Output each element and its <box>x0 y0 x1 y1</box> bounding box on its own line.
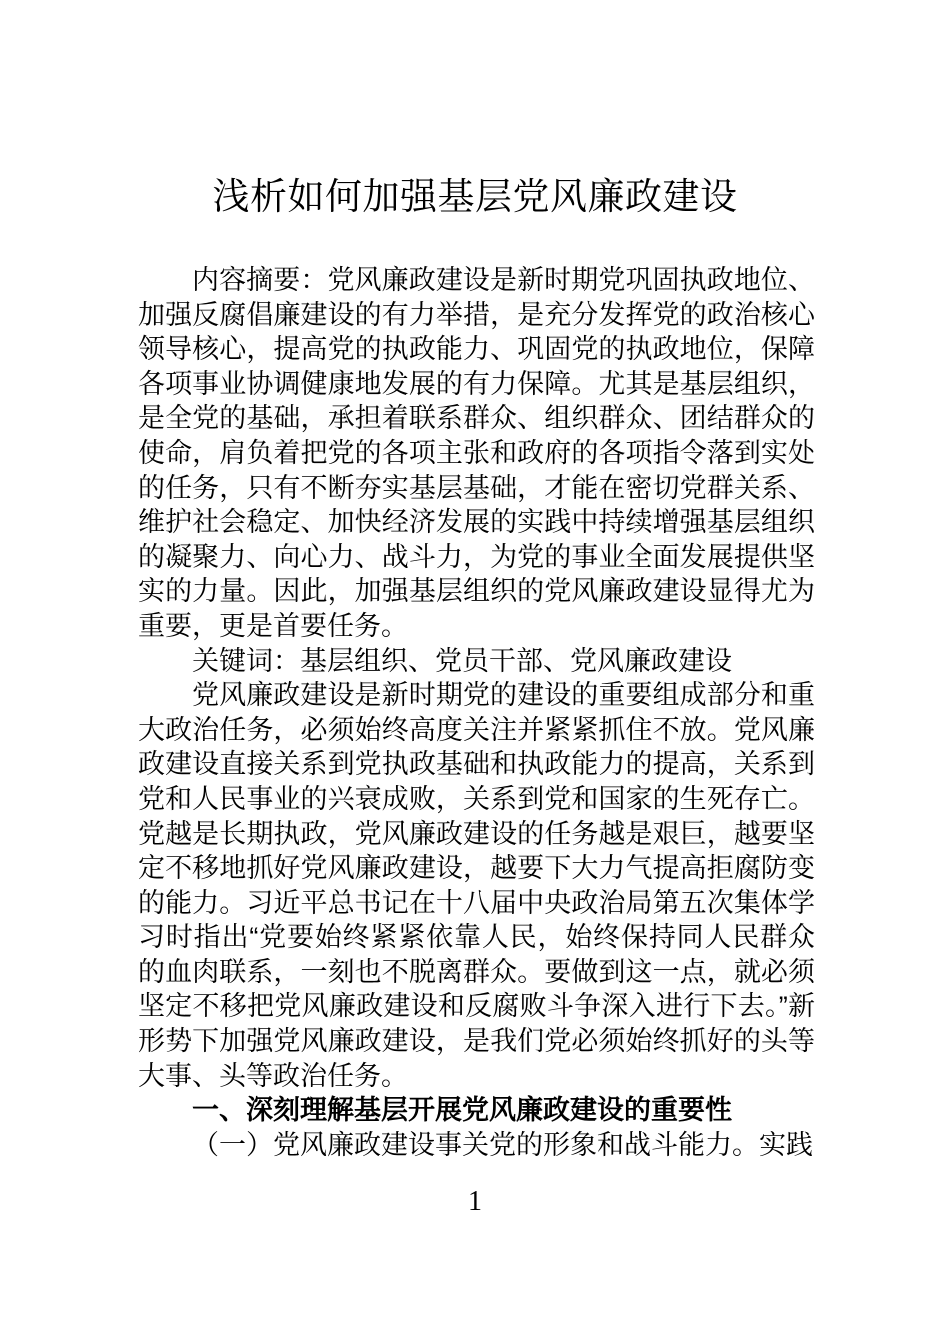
subsection-1-paragraph: （一）党风廉政建设事关党的形象和战斗能力。实践 <box>192 1129 813 1160</box>
page-number: 1 <box>468 1186 482 1217</box>
document-body <box>138 263 815 1162</box>
intro-paragraph: 党风廉政建设是新时期党的建设的重要组成部分和重大政治任务，必须始终高度关注并紧紧抓住不放。党风廉政建设直接关系到党执政基础和执政能力的提高，关系到党和人民事业的兴衰成败，关系到党和国家的生死存亡。党越是长期执政，党风廉政建设的任务越是艰巨，越要坚定不移地抓好党风廉政建设，越要下大力气提高拒腐防变的能力。习近平总书记在十八届中央政治局第五次集体学习时指出“党要始终紧紧依靠人民，始终保持同人民群众的血肉联系，一刻也不脱离群众。要做到这一点，就必须坚定不移把党风廉政建设和反腐败斗争深入进行下去。”新形势下加强党风廉政建设，是我们党必须始终抓好的头等大事、头等政治任务。 <box>138 680 815 1091</box>
document-title: 浅析如何加强基层党风廉政建设 <box>212 176 738 217</box>
abstract-paragraph: 内容摘要：党风廉政建设是新时期党巩固执政地位、加强反腐倡廉建设的有力举措，是充分发挥党的政治核心领导核心，提高党的执政能力、巩固党的执政地位，保障各项事业协调健康地发展的有力保障。尤其是基层组织，是全党的基础，承担着联系群众、组织群众、团结群众的使命，肩负着把党的各项主张和政府的各项指令落到实处的任务，只有不断夯实基层基础，才能在密切党群关系、维护社会稳定、加快经济发展的实践中持续增强基层组织的凝聚力、向心力、战斗力，为党的事业全面发展提供坚实的力量。因此，加强基层组织的党风廉政建设显得尤为重要，更是首要任务。 <box>138 265 815 641</box>
keywords-paragraph: 关键词：基层组织、党员干部、党风廉政建设 <box>192 645 732 676</box>
section-heading-1: 一、深刻理解基层开展党风廉政建设的重要性 <box>192 1095 732 1126</box>
